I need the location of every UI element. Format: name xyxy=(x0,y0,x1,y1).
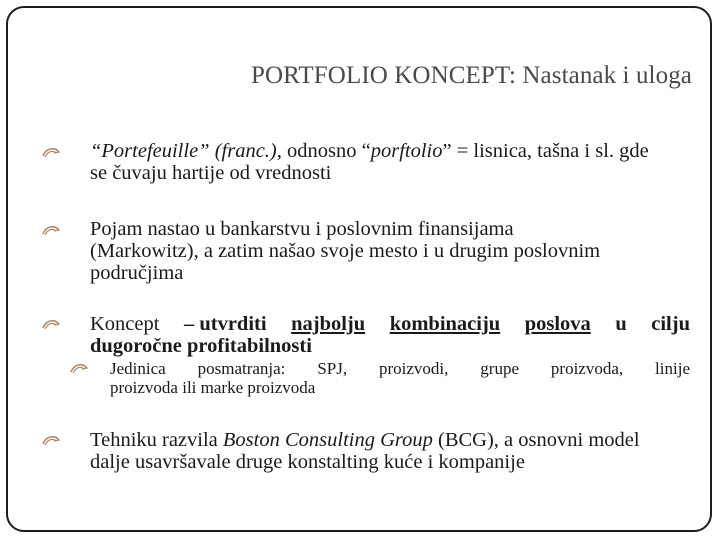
curved-arrow-bullet-icon xyxy=(70,362,88,374)
bullet-3-line-1 xyxy=(90,313,690,335)
term-portefeuille: “Portefeuille” (franc.), xyxy=(90,140,282,162)
bullet-4-text: Tehniku razvila xyxy=(90,429,223,451)
term-portfolio: porftolio xyxy=(370,140,443,162)
sub-bullet-line-2: proizvoda ili marke proizvoda xyxy=(110,378,316,397)
curved-arrow-bullet-icon xyxy=(42,146,60,158)
sub-bullet-line-1: Jedinica posmatranja: SPJ, proizvodi, grupe proizvoda, linije xyxy=(110,359,690,378)
bullet-1-line-1 xyxy=(90,140,690,162)
word-u: u xyxy=(615,313,627,335)
bullet-2-line-3: područjima xyxy=(90,262,184,284)
word-koncept: Koncept xyxy=(90,313,160,335)
bullet-2-line-1: Pojam nastao u bankarstvu i poslovnim finansijama xyxy=(90,218,514,240)
curved-arrow-bullet-icon xyxy=(42,224,60,236)
term-bcg: Boston Consulting Group xyxy=(222,429,433,451)
curved-arrow-bullet-icon xyxy=(42,434,60,446)
bullet-2-line-2: (Markowitz), a zatim našao svoje mesto i u drugim poslovnim xyxy=(90,240,601,262)
word-utvrditi: – utvrditi xyxy=(183,313,267,335)
bullet-1-tail: ” = lisnica, tašna i sl. gde xyxy=(442,140,649,162)
bullet-1-text: odnosno “ xyxy=(281,140,371,162)
word-kombinaciju: kombinaciju xyxy=(389,313,501,335)
bullet-3-line-2: dugoročne profitabilnosti xyxy=(90,335,312,357)
bullet-4-line-1 xyxy=(90,429,690,451)
curved-arrow-bullet-icon xyxy=(42,318,60,330)
word-poslova: poslova xyxy=(524,313,591,335)
bullet-4 xyxy=(90,429,690,473)
bullet-1 xyxy=(90,140,690,184)
bullet-4-line-2: dalje usavršavale druge konstalting kuće i kompanije xyxy=(90,451,525,473)
word-najbolju: najbolju xyxy=(291,313,366,335)
bullet-2 xyxy=(90,218,690,284)
word-cilju: cilju xyxy=(651,313,690,335)
bullet-1-line-2: se čuvaju hartije od vrednosti xyxy=(90,162,332,184)
bullet-3 xyxy=(90,313,690,357)
bullet-4-tail: (BCG), a osnovni model xyxy=(432,429,640,451)
slide-title: PORTFOLIO KONCEPT: Nastanak i uloga xyxy=(251,62,692,89)
sub-bullet xyxy=(110,359,690,397)
